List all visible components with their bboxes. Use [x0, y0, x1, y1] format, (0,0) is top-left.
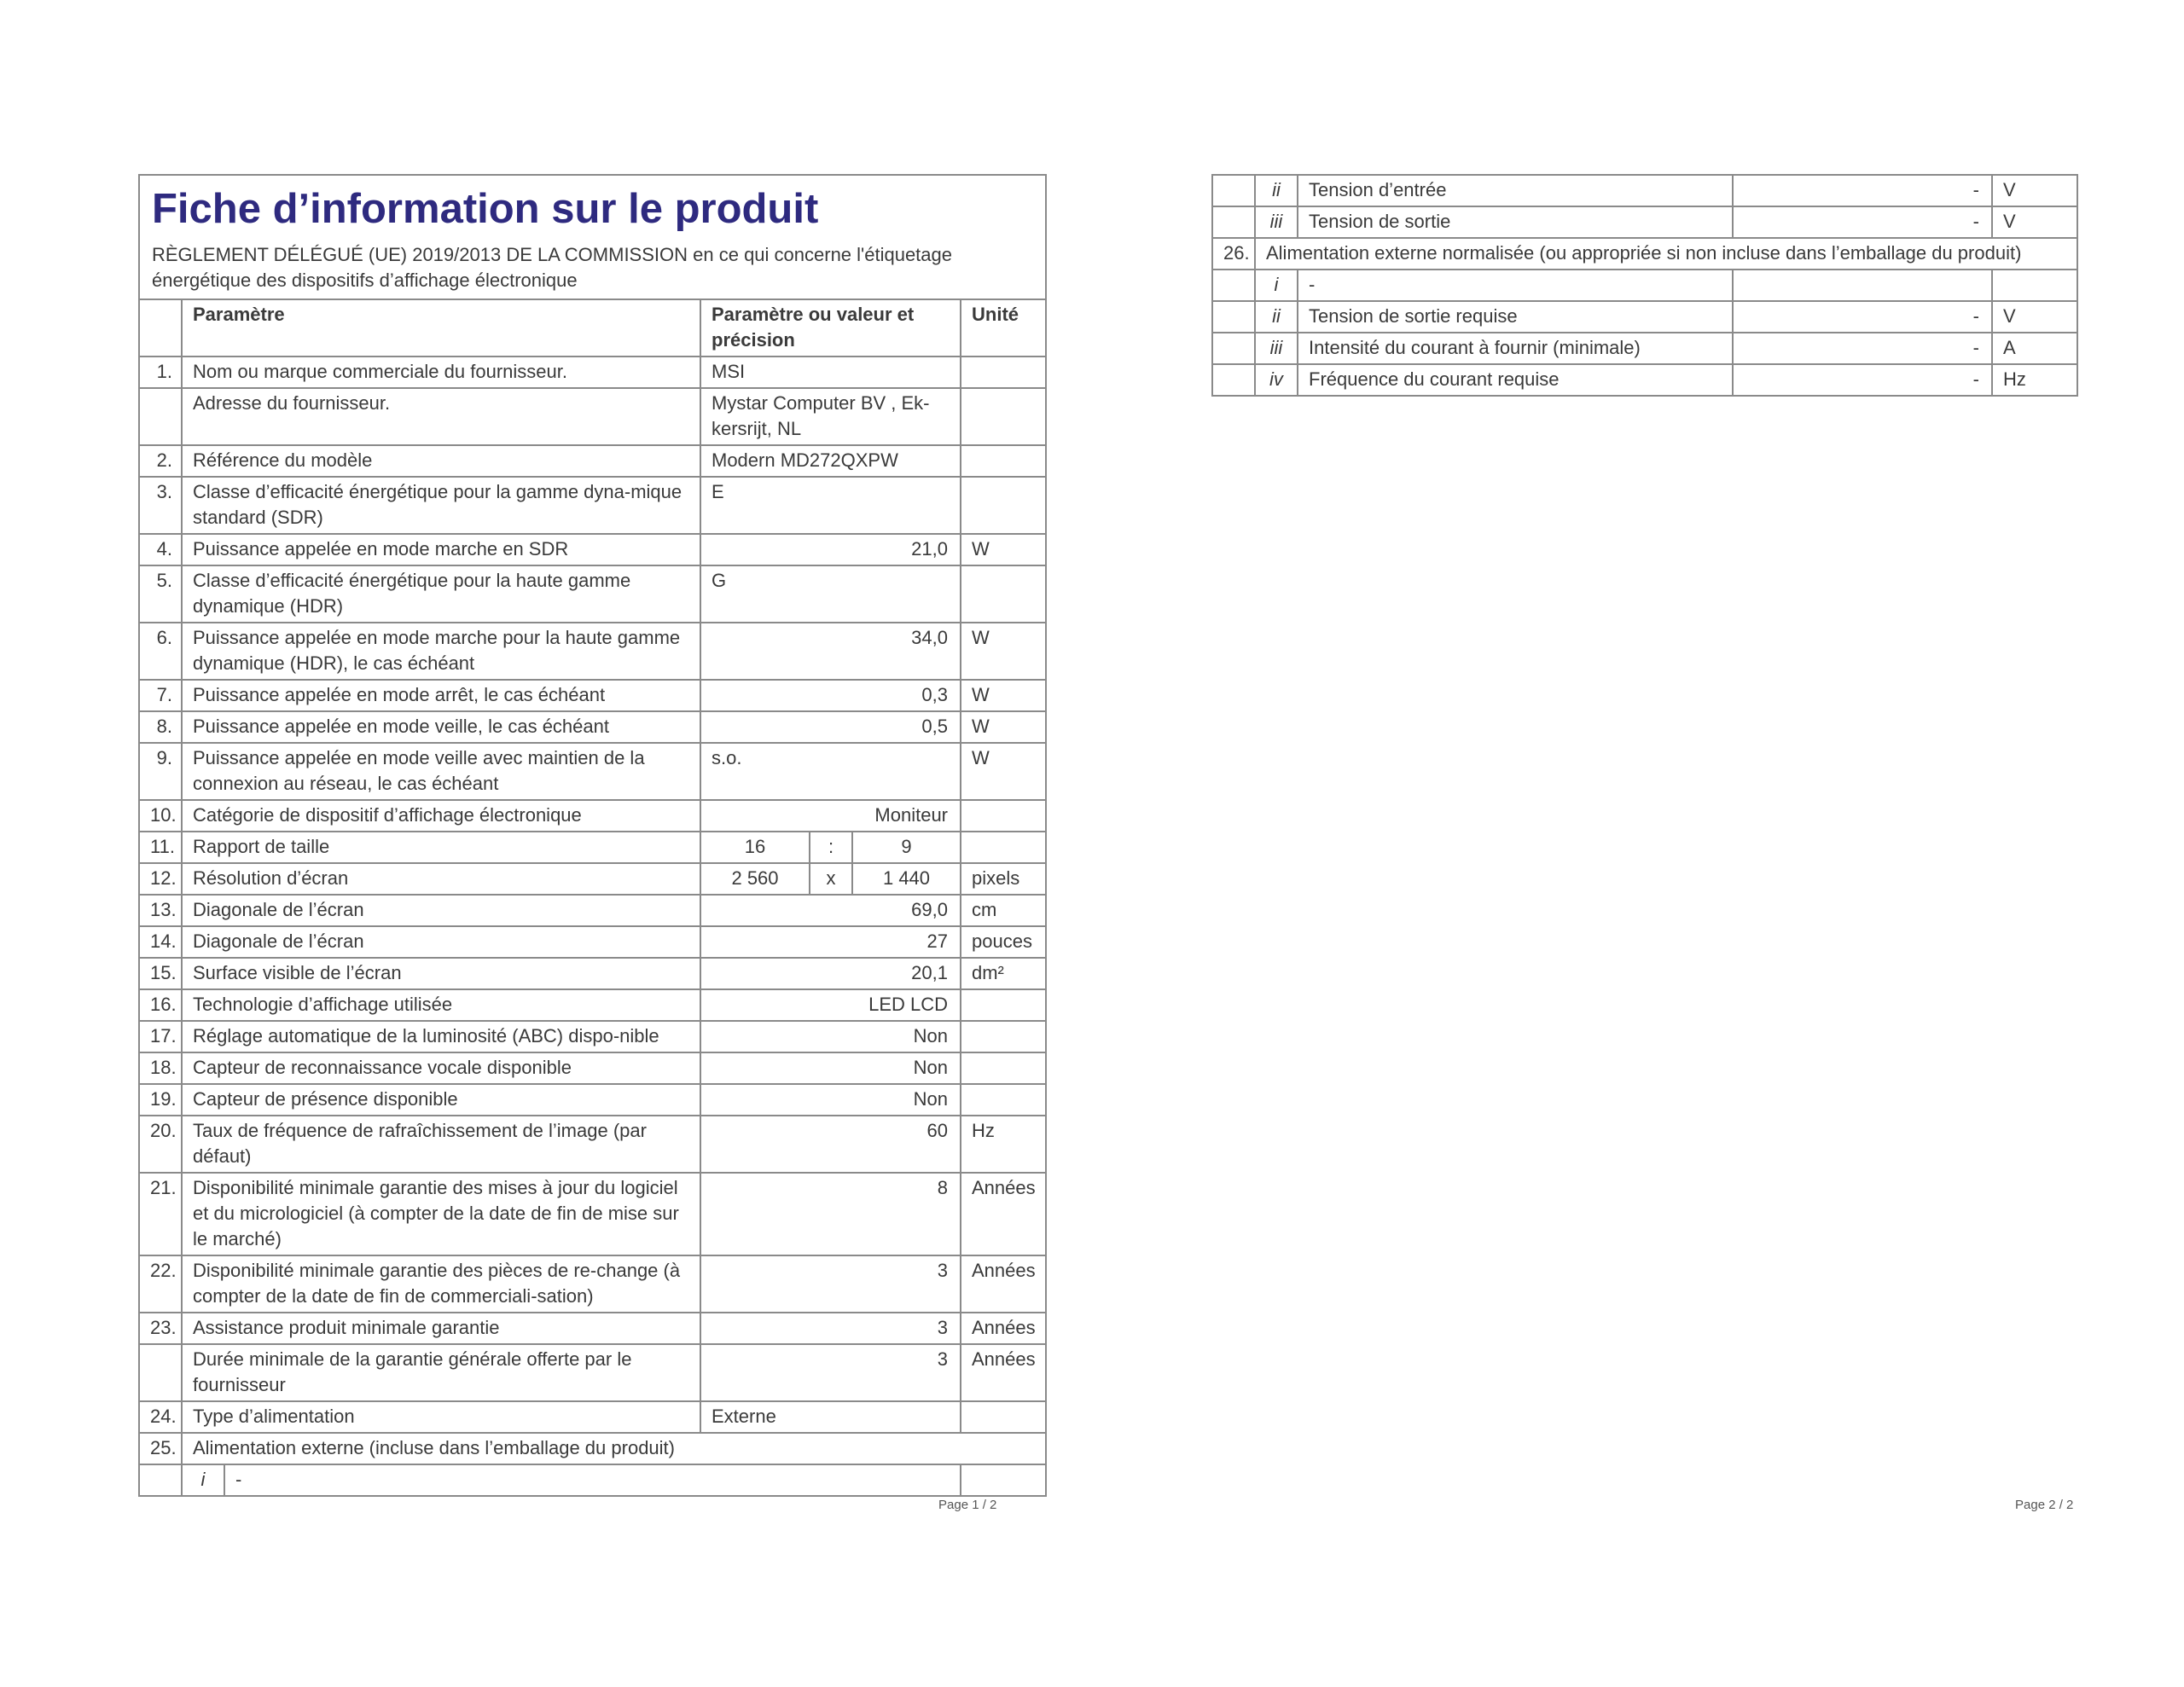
- row-index: 21.: [139, 1173, 182, 1255]
- parameter-cell: Taux de fréquence de rafraîchissement de l’image (par défaut): [182, 1116, 700, 1173]
- table-row: [139, 989, 1046, 1021]
- table-row: [1212, 333, 2077, 364]
- row-index: 15.: [139, 958, 182, 989]
- header-index: [139, 299, 182, 357]
- table-row: [139, 1021, 1046, 1052]
- value-cell: 3: [700, 1255, 961, 1313]
- header-unit: Unité: [961, 299, 1046, 357]
- parameter-cell: Surface visible de l’écran: [182, 958, 700, 989]
- row-index: 7.: [139, 680, 182, 711]
- value-separator: x: [810, 863, 852, 895]
- value-cell: 3: [700, 1313, 961, 1344]
- parameter-cell: Puissance appelée en mode marche en SDR: [182, 534, 700, 565]
- value-cell: 21,0: [700, 534, 961, 565]
- value-cell: MSI: [700, 357, 961, 388]
- table-row: [139, 445, 1046, 477]
- row-index: [1212, 206, 1255, 238]
- value-cell: -: [1733, 333, 1992, 364]
- unit-cell: Hz: [961, 1116, 1046, 1173]
- unit-cell: W: [961, 711, 1046, 743]
- row-index: 9.: [139, 743, 182, 800]
- value-left: 2 560: [700, 863, 810, 895]
- unit-cell: cm: [961, 895, 1046, 926]
- value-cell: -: [1733, 364, 1992, 396]
- row-index: 16.: [139, 989, 182, 1021]
- table-row: [139, 1313, 1046, 1344]
- unit-cell: Années: [961, 1344, 1046, 1401]
- unit-cell: [961, 1021, 1046, 1052]
- parameter-cell: Tension d’entrée: [1298, 175, 1733, 206]
- sub-value: -: [224, 1464, 961, 1496]
- parameter-cell: Alimentation externe normalisée (ou appropriée si non incluse dans l’emballage du produit): [1255, 238, 2077, 270]
- unit-cell: W: [961, 680, 1046, 711]
- parameter-cell: Disponibilité minimale garantie des mises à jour du logiciel et du micrologiciel (à compter de la date de fin de mise sur le marché): [182, 1173, 700, 1255]
- sub-index: i: [1255, 270, 1298, 301]
- value-cell: -: [1733, 206, 1992, 238]
- unit-cell: [961, 832, 1046, 863]
- value-cell: 0,5: [700, 711, 961, 743]
- parameter-cell: Puissance appelée en mode arrêt, le cas échéant: [182, 680, 700, 711]
- parameter-cell: Capteur de reconnaissance vocale disponible: [182, 1052, 700, 1084]
- value-cell: 3: [700, 1344, 961, 1401]
- unit-cell: V: [1992, 206, 2077, 238]
- parameter-cell: Puissance appelée en mode marche pour la haute gamme dynamique (HDR), le cas échéant: [182, 623, 700, 680]
- unit-cell: pixels: [961, 863, 1046, 895]
- unit-cell: [961, 565, 1046, 623]
- table-row: [139, 1401, 1046, 1433]
- value-cell: LED LCD: [700, 989, 961, 1021]
- parameter-cell: Classe d’efficacité énergétique pour la gamme dyna-mique standard (SDR): [182, 477, 700, 534]
- unit-cell: [961, 445, 1046, 477]
- parameter-cell: Référence du modèle: [182, 445, 700, 477]
- unit-cell: [961, 477, 1046, 534]
- table-row: [139, 623, 1046, 680]
- unit-cell: W: [961, 623, 1046, 680]
- parameter-cell: Rapport de taille: [182, 832, 700, 863]
- parameter-cell: -: [1298, 270, 1733, 301]
- value-cell: Externe: [700, 1401, 961, 1433]
- header-value: Paramètre ou valeur et précision: [700, 299, 961, 357]
- unit-cell: V: [1992, 175, 2077, 206]
- row-index: 2.: [139, 445, 182, 477]
- parameter-cell: Réglage automatique de la luminosité (ABC) dispo-nible: [182, 1021, 700, 1052]
- page-number-1: Page 1 / 2: [938, 1498, 997, 1512]
- unit-cell: [961, 800, 1046, 832]
- row-index: [1212, 333, 1255, 364]
- value-cell: 27: [700, 926, 961, 958]
- unit-cell: [1992, 270, 2077, 301]
- row-index: 5.: [139, 565, 182, 623]
- table-row: [139, 958, 1046, 989]
- row-index: [1212, 175, 1255, 206]
- table-row: [139, 743, 1046, 800]
- row-index: [1212, 364, 1255, 396]
- row-index: 1.: [139, 357, 182, 388]
- table-row: [139, 1084, 1046, 1116]
- page-number-2: Page 2 / 2: [2015, 1498, 2074, 1512]
- parameter-cell: Intensité du courant à fournir (minimale): [1298, 333, 1733, 364]
- row-index: 25.: [139, 1433, 182, 1464]
- table-row: [139, 1173, 1046, 1255]
- unit-cell: W: [961, 743, 1046, 800]
- row-index: [139, 388, 182, 445]
- value-cell: Mystar Computer BV , Ek-kersrijt, NL: [700, 388, 961, 445]
- value-right: 9: [852, 832, 961, 863]
- value-cell: -: [1733, 301, 1992, 333]
- row-index: 24.: [139, 1401, 182, 1433]
- value-cell: 34,0: [700, 623, 961, 680]
- table-row: [1212, 206, 2077, 238]
- parameter-cell: Type d’alimentation: [182, 1401, 700, 1433]
- unit-cell: A: [1992, 333, 2077, 364]
- table-row: [139, 1116, 1046, 1173]
- row-index: [139, 1344, 182, 1401]
- row-index: 19.: [139, 1084, 182, 1116]
- value-cell: -: [1733, 175, 1992, 206]
- parameter-cell: Nom ou marque commerciale du fournisseur.: [182, 357, 700, 388]
- parameter-cell: Résolution d’écran: [182, 863, 700, 895]
- table-row: [139, 711, 1046, 743]
- unit-cell: [961, 1052, 1046, 1084]
- value-cell: [1733, 270, 1992, 301]
- table-row: [139, 680, 1046, 711]
- table-row: [1212, 270, 2077, 301]
- unit-cell: [961, 1084, 1046, 1116]
- value-cell: E: [700, 477, 961, 534]
- table-row: [139, 1433, 1046, 1464]
- value-cell: 0,3: [700, 680, 961, 711]
- row-index: 8.: [139, 711, 182, 743]
- parameter-cell: Alimentation externe (incluse dans l’emballage du produit): [182, 1433, 1046, 1464]
- unit-cell: Années: [961, 1255, 1046, 1313]
- unit-cell: Années: [961, 1313, 1046, 1344]
- parameter-cell: Disponibilité minimale garantie des pièces de re-change (à compter de la date de fin de commerciali-sation): [182, 1255, 700, 1313]
- value-cell: Non: [700, 1052, 961, 1084]
- row-index: 18.: [139, 1052, 182, 1084]
- row-index: 20.: [139, 1116, 182, 1173]
- row-index: [139, 1464, 182, 1496]
- unit-cell: V: [1992, 301, 2077, 333]
- parameter-cell: Capteur de présence disponible: [182, 1084, 700, 1116]
- value-separator: :: [810, 832, 852, 863]
- value-cell: 69,0: [700, 895, 961, 926]
- header-parameter: Paramètre: [182, 299, 700, 357]
- table-row: [139, 863, 1046, 895]
- unit-cell: [961, 1464, 1046, 1496]
- row-index: 10.: [139, 800, 182, 832]
- sub-index: iv: [1255, 364, 1298, 396]
- parameter-cell: Classe d’efficacité énergétique pour la haute gamme dynamique (HDR): [182, 565, 700, 623]
- table-row: [1212, 175, 2077, 206]
- unit-cell: dm²: [961, 958, 1046, 989]
- row-index: [1212, 270, 1255, 301]
- value-cell: Moniteur: [700, 800, 961, 832]
- product-info-table-continued: [1211, 174, 2078, 397]
- parameter-cell: Tension de sortie: [1298, 206, 1733, 238]
- value-left: 16: [700, 832, 810, 863]
- row-index: 17.: [139, 1021, 182, 1052]
- row-index: [1212, 301, 1255, 333]
- row-index: 14.: [139, 926, 182, 958]
- value-cell: Modern MD272QXPW: [700, 445, 961, 477]
- table-row: [139, 534, 1046, 565]
- row-index: 4.: [139, 534, 182, 565]
- table-row: [139, 1344, 1046, 1401]
- row-index: 6.: [139, 623, 182, 680]
- value-right: 1 440: [852, 863, 961, 895]
- parameter-cell: Puissance appelée en mode veille avec maintien de la connexion au réseau, le cas échéant: [182, 743, 700, 800]
- parameter-cell: Assistance produit minimale garantie: [182, 1313, 700, 1344]
- sub-index: ii: [1255, 175, 1298, 206]
- parameter-cell: Diagonale de l’écran: [182, 895, 700, 926]
- row-index: 12.: [139, 863, 182, 895]
- unit-cell: [961, 388, 1046, 445]
- table-row: [139, 800, 1046, 832]
- value-cell: s.o.: [700, 743, 961, 800]
- parameter-cell: Durée minimale de la garantie générale offerte par le fournisseur: [182, 1344, 700, 1401]
- sub-index: ii: [1255, 301, 1298, 333]
- parameter-cell: Catégorie de dispositif d’affichage électronique: [182, 800, 700, 832]
- table-row: [1212, 301, 2077, 333]
- table-row: [139, 1464, 1046, 1496]
- sub-index: iii: [1255, 206, 1298, 238]
- parameter-cell: Puissance appelée en mode veille, le cas échéant: [182, 711, 700, 743]
- row-index: 3.: [139, 477, 182, 534]
- unit-cell: Années: [961, 1173, 1046, 1255]
- unit-cell: Hz: [1992, 364, 2077, 396]
- unit-cell: [961, 1401, 1046, 1433]
- table-row: [139, 895, 1046, 926]
- document-title: Fiche d’information sur le produit: [152, 186, 819, 232]
- parameter-cell: Fréquence du courant requise: [1298, 364, 1733, 396]
- row-index: 11.: [139, 832, 182, 863]
- table-row: [139, 926, 1046, 958]
- row-index: 22.: [139, 1255, 182, 1313]
- unit-cell: [961, 357, 1046, 388]
- table-header-row: [139, 299, 1046, 357]
- table-row: [1212, 364, 2077, 396]
- unit-cell: pouces: [961, 926, 1046, 958]
- sub-index: iii: [1255, 333, 1298, 364]
- row-index: 26.: [1212, 238, 1255, 270]
- table-row: [139, 388, 1046, 445]
- sub-index: i: [182, 1464, 224, 1496]
- value-cell: 8: [700, 1173, 961, 1255]
- value-cell: Non: [700, 1021, 961, 1052]
- unit-cell: [961, 989, 1046, 1021]
- title-block: [139, 175, 1046, 299]
- table-row: [139, 477, 1046, 534]
- value-cell: G: [700, 565, 961, 623]
- parameter-cell: Diagonale de l’écran: [182, 926, 700, 958]
- row-index: 13.: [139, 895, 182, 926]
- value-cell: 60: [700, 1116, 961, 1173]
- table-row: [139, 565, 1046, 623]
- unit-cell: W: [961, 534, 1046, 565]
- value-cell: 20,1: [700, 958, 961, 989]
- table-row: [139, 1255, 1046, 1313]
- table-row: [139, 832, 1046, 863]
- row-index: 23.: [139, 1313, 182, 1344]
- table-row: [139, 357, 1046, 388]
- product-info-table: [138, 174, 1047, 1497]
- parameter-cell: Tension de sortie requise: [1298, 301, 1733, 333]
- parameter-cell: Adresse du fournisseur.: [182, 388, 700, 445]
- regulation-subtitle: RÈGLEMENT DÉLÉGUÉ (UE) 2019/2013 DE LA COMMISSION en ce qui concerne l'étiquetage énergétique des dispositifs d’affichage électronique: [152, 244, 952, 291]
- table-row: [139, 1052, 1046, 1084]
- parameter-cell: Technologie d’affichage utilisée: [182, 989, 700, 1021]
- table-row: [1212, 238, 2077, 270]
- value-cell: Non: [700, 1084, 961, 1116]
